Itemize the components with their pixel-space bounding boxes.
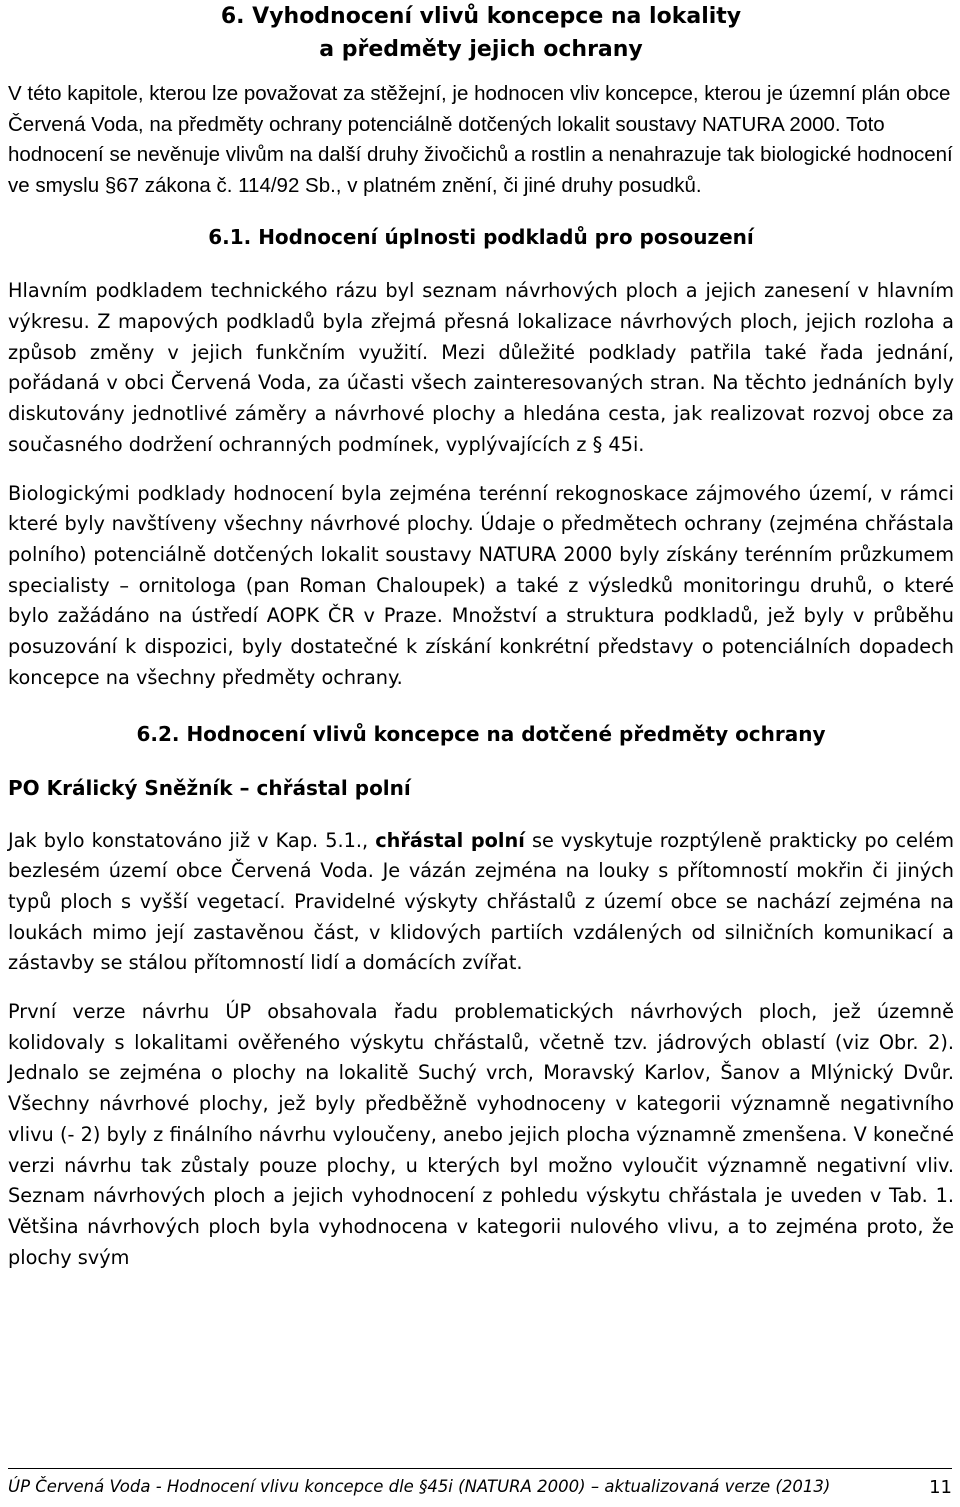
paragraph-1-rest: se vyskytuje rozptýleně prakticky po celém bezlesém území obce Červená Voda. Je vázán zejména na louky s přítomností mokřin či jiných typů ploch s vyšší vegetací. Pravidelné výskyty chřástalů z území obce se nachází zejména na loukách mimo její zastavěnou část, v klidových partiích vzdálených od silničních komunikací a zástavby se stálou přítomností lidí a domácích zvířat. [8, 828, 954, 975]
footer-text: ÚP Červená Voda - Hodnocení vlivu koncepce dle §45i (NATURA 2000) – aktualizovaná verze (2013) [8, 1477, 831, 1496]
section-6-1-paragraph-2: Biologickými podklady hodnocení byla zejména terénní rekognoskace zájmového území, v rámci které byly navštíveny všechny návrhové plochy. Údaje o předmětech ochrany (zejména chřástala polního) potenciálně dotčených lokalit soustavy NATURA 2000 byly získány terénním průzkumem specialisty – ornitologa (pan Roman Chaloupek) a také z výsledků monitoringu druhů, o které bylo zažádáno na ústředí AOPK ČR v Praze. Množství a struktura podkladů, jež byly v průběhu posuzování k dispozici, byly dostatečné k získání konkrétní představy o potenciálních dopadech koncepce na všechny předměty ochrany. [8, 481, 954, 689]
section-6-2-paragraph-2: První verze návrhu ÚP obsahovala řadu problematických návrhových ploch, jež územně kolidovaly s lokalitami ověřeného výskytu chřástalů, včetně tzv. jádrových oblastí (viz Obr. 2). Jednalo se zejména o plochy na lokalitě Suchý vrch, Moravský Karlov, Šanov a Mlýnický Dvůr. Všechny návrhové plochy, jež byly předběžně vyhodnoceny v kategorii významně negativního vlivu (- 2) byly z finálního návrhu vyloučeny, anebo jejich plocha významně zmenšena. V konečné verzi návrhu tak zůstaly pouze plochy, u kterých byl možno vyloučit významně negativní vliv. Seznam návrhových ploch a jejich vyhodnocení z pohledu výskytu chřástala je uveden v Tab. 1. Většina návrhových ploch byla vyhodnocena v kategorii nulového vlivu, a to zejména proto, že plochy svým [8, 1000, 954, 1269]
chapter-title-line-2: a předměty jejich ochrany [319, 37, 643, 62]
page-number: 11 [929, 1477, 952, 1498]
intro-paragraph: V této kapitole, kterou lze považovat za stěžejní, je hodnocen vliv koncepce, kterou je územní plán obce Červená Voda, na předměty ochrany potenciálně dotčených lokalit soustavy NATURA 2000. Toto hodnocení se nevěnuje vlivům na další druhy živočichů a rostlin a nenahrazuje tak biologické hodnocení ve smyslu §67 zákona č. 114/92 Sb., v platném znění, či jiné druhy posudků. [8, 82, 953, 197]
chapter-title-line-1: 6. Vyhodnocení vlivů koncepce na lokality [220, 4, 742, 29]
chapter-title [8, 0, 954, 66]
page-footer [8, 1468, 952, 1507]
paragraph-1-lead: Jak bylo konstatováno již v Kap. 5.1., [8, 828, 376, 852]
section-6-2-heading: 6.2. Hodnocení vlivů koncepce na dotčené předměty ochrany [136, 721, 826, 746]
section-6-1-paragraph-1: Hlavním podkladem technického rázu byl seznam návrhových ploch a jejich zanesení v hlavním výkresu. Z mapových podkladů byla zřejmá přesná lokalizace návrhových ploch, jejich rozloha a způsob změny v jejich funkčním využití. Mezi důležité podklady patřila také řada jednání, pořádaná v obci Červená Voda, za účasti všech zainteresovaných stran. Na těchto jednáních byly diskutovány jednotlivé záměry a návrhové plochy a hledána cesta, jak realizovat rozvoj obce za současného dodržení ochranných podmínek, vyplývajících z § 45i. [8, 279, 954, 456]
document-page [8, 0, 954, 1273]
section-6-2-paragraph-1 [8, 826, 954, 980]
section-6-1-heading: 6.1. Hodnocení úplnosti podkladů pro posouzení [208, 225, 754, 250]
species-name-bold: chřástal polní [375, 828, 525, 852]
section-6-2-subheading: PO Králický Sněžník – chřástal polní [8, 775, 411, 800]
